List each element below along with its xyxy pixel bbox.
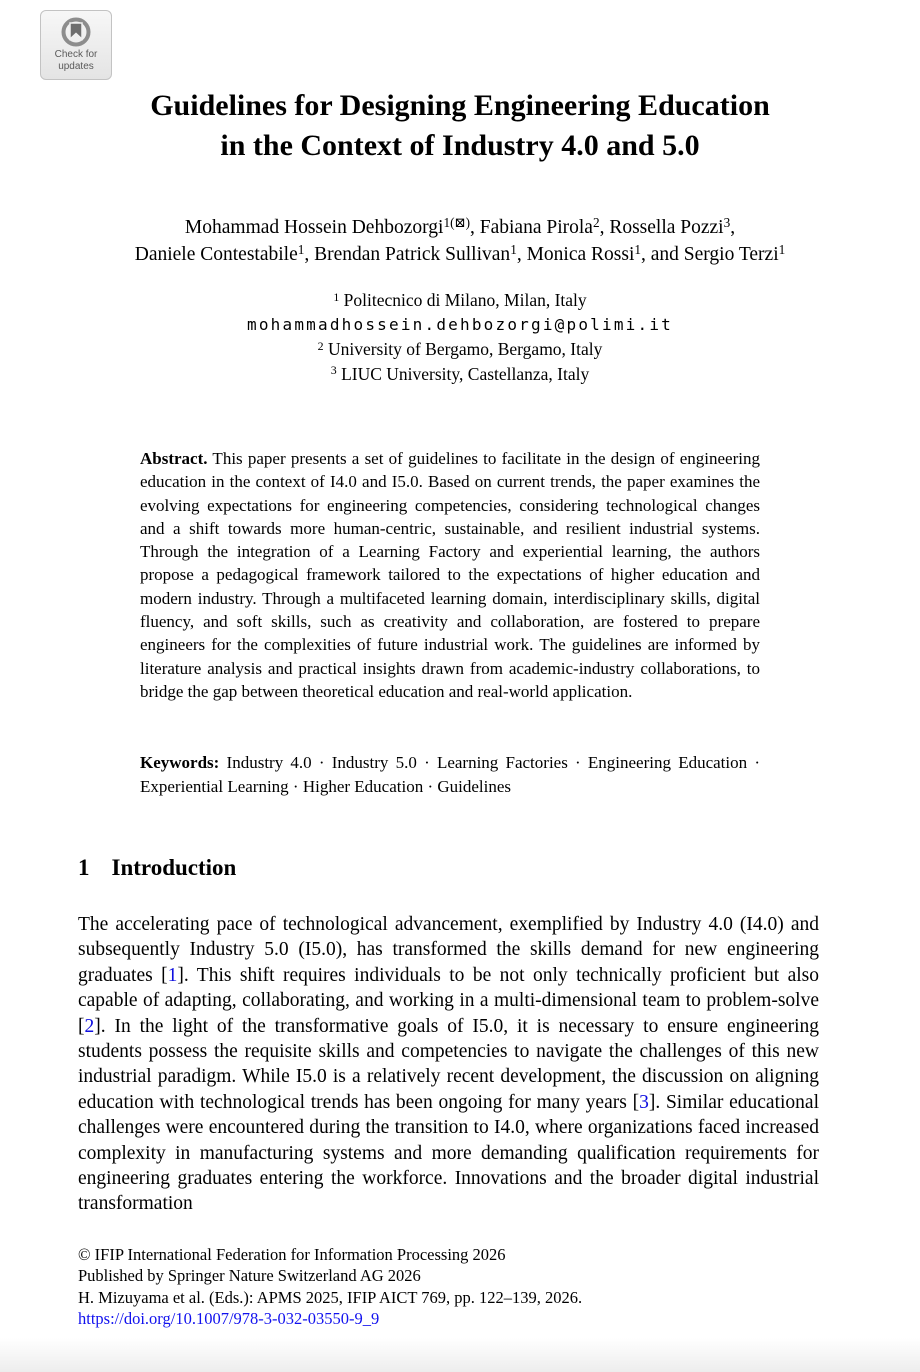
text-segment-plain: LIUC University, Castellanza, Italy: [336, 363, 590, 384]
text-segment-plain: The accelerating pace of technological advancement, exemplified by Industry 4.0 (I4.0) and subsequently Industry 5.0 (I5.0), has transformed the skills demand for new engineering graduates [: [78, 914, 819, 986]
text-segment-plain: Mohammad Hossein Dehbozorgi: [184, 217, 444, 238]
page-bottom-shadow: [0, 1338, 920, 1372]
text-segment-plain: Industry 4.0 · Industry 5.0 · Learning Factories · Engineering Education · Experiential Learning · Higher Education · Guidelines: [140, 753, 760, 796]
abstract-paragraph: [140, 447, 760, 703]
check-for-updates-icon: [59, 15, 93, 49]
text-segment-sup: 1: [333, 289, 340, 304]
ref-2[interactable]: 2: [84, 1015, 95, 1037]
text-segment-sup: 3: [723, 215, 731, 231]
text-segment-sup: 1(⊠): [443, 215, 470, 231]
text-segment-sup: 1: [634, 242, 641, 258]
check-for-updates-badge[interactable]: [40, 10, 112, 80]
text-segment-plain: ]. In the light of the transformative goals of I5.0, it is necessary to ensure engineering students possess the requisite skills and competencies to navigate the challenges of this new industrial paradigm. While I5.0 is a relatively recent development, the discussion on aligning education with technological trends has been ongoing for many years [: [78, 1015, 819, 1113]
author-email: mohammadhossein.dehbozorgi@polimi.it: [247, 314, 673, 334]
affiliation-3: [0, 362, 920, 387]
text-segment-sup: 1: [778, 242, 786, 258]
text-segment-plain: , Rossella Pozzi: [599, 217, 724, 238]
publisher-line: Published by Springer Nature Switzerland AG 2026: [78, 1266, 421, 1286]
title-line-1: Guidelines for Designing Engineering Education: [150, 89, 770, 122]
introduction-paragraph: [78, 912, 819, 1217]
text-segment-plain: ]. This shift requires individuals to be not only technically proficient but also capable of adapting, collaborating, and working in a multi-dimensional team to problem-solve [: [78, 964, 819, 1037]
text-segment-plain: , Brendan Patrick Sullivan: [304, 244, 511, 265]
section-number: 1: [78, 855, 90, 880]
text-segment-bold: Abstract.: [140, 449, 208, 468]
editors-citation-line: H. Mizuyama et al. (Eds.): APMS 2025, IFIP AICT 769, pp. 122–139, 2026.: [78, 1287, 583, 1307]
text-segment-sup: 3: [330, 363, 337, 378]
text-segment-sup: 2: [317, 338, 324, 353]
section-heading-introduction: [78, 855, 236, 881]
affiliation-1: [0, 288, 920, 313]
author-list: [0, 214, 920, 268]
keywords-paragraph: [140, 751, 760, 798]
author-line-2: [0, 241, 920, 268]
text-segment-sup: 1: [510, 242, 517, 258]
text-segment-plain: , Monica Rossi: [516, 244, 635, 265]
text-segment-plain: Politecnico di Milano, Milan, Italy: [339, 290, 587, 310]
ref-1[interactable]: 1: [167, 964, 178, 986]
affiliations: [0, 288, 920, 386]
text-segment-sup: 2: [592, 215, 600, 231]
copyright-line: © IFIP International Federation for Information Processing 2026: [78, 1245, 506, 1264]
page-title: [0, 86, 920, 166]
author-line-1: [0, 214, 920, 241]
badge-label: Check for updates: [54, 49, 98, 72]
text-segment-plain: ]. Similar educational challenges were encountered during the transition to I4.0, where organizations faced increased complexity in manufacturing systems and more demanding qualification requirements for engineering graduates entering the workforce. Innovations and the broader digital industrial transformation: [78, 1091, 819, 1215]
text-segment-bold: Keywords:: [140, 753, 220, 772]
section-title: Introduction: [111, 855, 237, 880]
title-line-2: in the Context of Industry 4.0 and 5.0: [220, 129, 700, 162]
text-segment-plain: Daniele Contestabile: [134, 244, 298, 265]
text-segment-plain: , Fabiana Pirola: [470, 217, 593, 238]
text-segment-plain: University of Bergamo, Bergamo, Italy: [323, 339, 603, 359]
doi-link[interactable]: https://doi.org/10.1007/978-3-032-03550-9_9: [78, 1309, 380, 1329]
affiliation-2: [0, 337, 920, 362]
footer-imprint: [78, 1244, 838, 1330]
text-segment-plain: This paper presents a set of guidelines to facilitate in the design of engineering education in the context of I4.0 and I5.0. Based on current trends, the paper examines the evolving expectations for engineering competencies, considering technological changes and a shift towards more human-centric, sustainable, and resilient industrial systems. Through the integration of a Learning Factory and experiential learning, the authors propose a pedagogical framework tailored to the expectations of higher education and modern industry. Through a multifaceted learning domain, interdisciplinary skills, digital fluency, and soft skills, such as creativity and collaboration, are fostered to prepare engineers for the complexities of future industrial work. The guidelines are informed by literature analysis and practical insights drawn from academic-industry collaborations, to bridge the gap between theoretical education and real-world application.: [140, 449, 760, 701]
text-segment-sup: 1: [297, 242, 305, 258]
ref-3[interactable]: 3: [639, 1091, 649, 1113]
text-segment-plain: ,: [730, 217, 736, 238]
text-segment-plain: , and Sergio Terzi: [640, 244, 779, 265]
